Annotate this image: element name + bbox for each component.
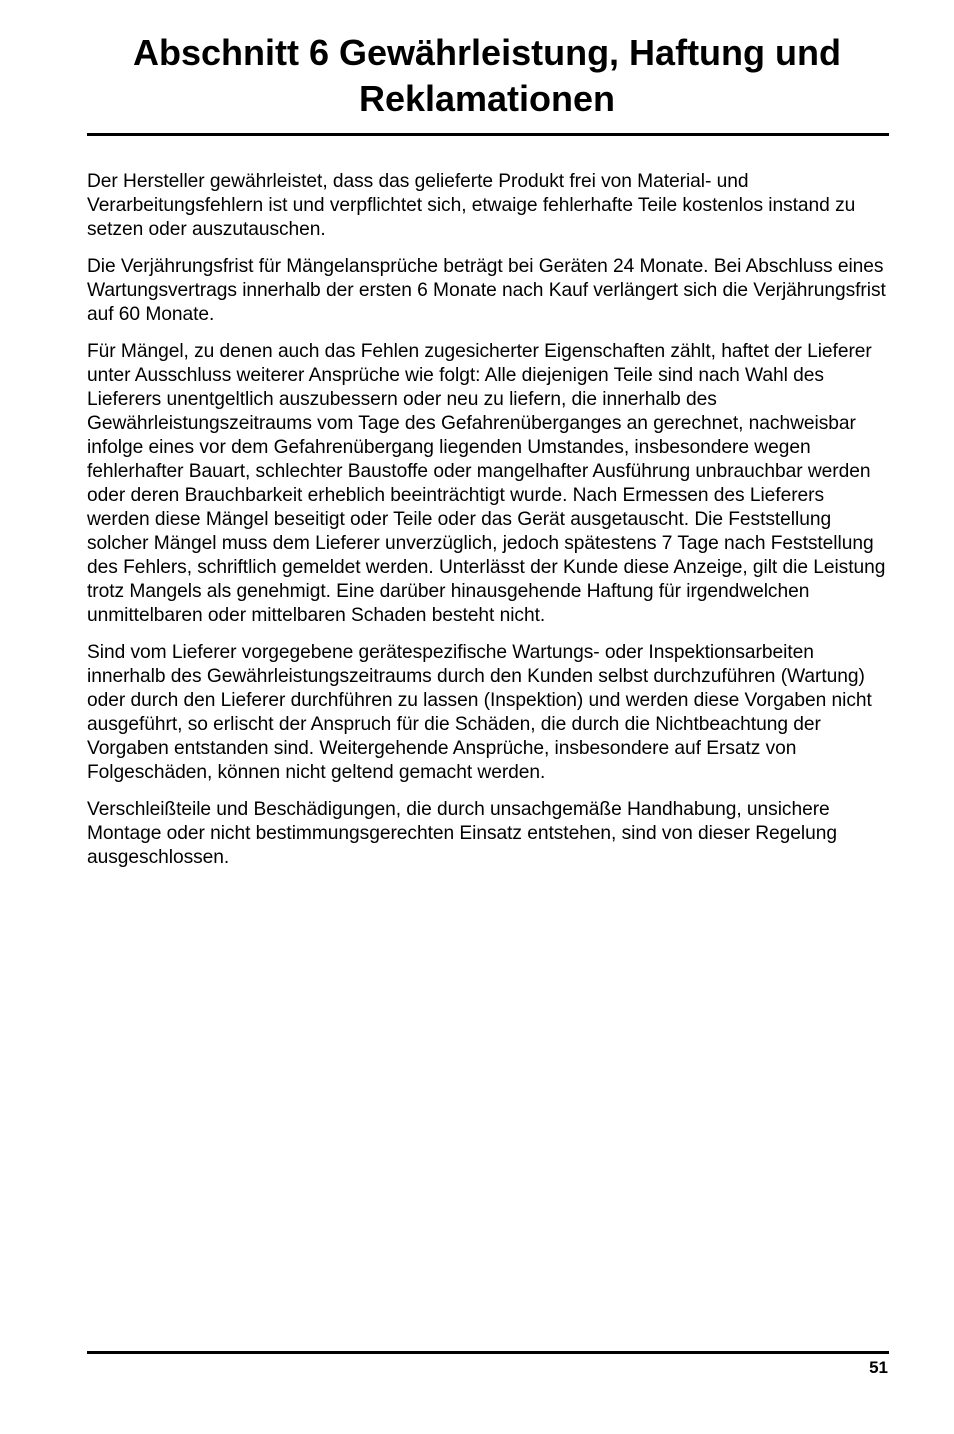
paragraph-defect-liability: Für Mängel, zu denen auch das Fehlen zugesicherter Eigenschaften zählt, haftet der Lieferer unter Ausschluss weiterer Ansprüche wie folgt: Alle diejenigen Teile sind nach Wahl des Lieferers unentgeltlich auszubessern oder neu zu liefern, die innerhalb des Gewährleistungszeitraums vom Tage des Gefahrenüberganges an gerechnet, nachweisbar infolge eines vor dem Gefahrenübergang liegenden Umstandes, insbesondere wegen fehlerhafter Bauart, schlechter Baustoffe oder mangelhafter Ausführung unbrauchbar werden oder deren Brauchbarkeit erheblich beeinträchtigt wurde. Nach Ermessen des Lieferers werden diese Mängel beseitigt oder Teile oder das Gerät ausgetauscht. Die Feststellung solcher Mängel muss dem Lieferer unverzüglich, jedoch spätestens 7 Tage nach Feststellung des Fehlers, schriftlich gemeldet werden. Unterlässt der Kunde diese Anzeige, gilt die Leistung trotz Mangels als genehmigt. Eine darüber hinausgehende Haftung für irgendwelchen unmittelbaren oder mittelbaren Schaden besteht nicht. (87, 341, 886, 626)
heading-divider (87, 133, 889, 136)
paragraph-exclusions: Verschleißteile und Beschädigungen, die durch unsachgemäße Handhabung, unsichere Montage oder nicht bestimmungsgerechten Einsatz entstehen, sind von dieser Regelung ausgeschlossen. (87, 799, 837, 868)
section-heading (87, 30, 887, 122)
paragraph-maintenance-obligations: Sind vom Lieferer vorgegebene gerätespezifische Wartungs- oder Inspektionsarbeiten innerhalb des Gewährleistungszeitraums durch den Kunden selbst durchzuführen (Wartung) oder durch den Lieferer durchführen zu lassen (Inspektion) und werden diese Vorgaben nicht ausgeführt, so erlischt der Anspruch für die Schäden, die durch die Nichtbeachtung der Vorgaben entstanden sind. Weitergehende Ansprüche, insbesondere auf Ersatz von Folgeschäden, können nicht geltend gemacht werden. (87, 642, 872, 783)
paragraph-warranty-scope: Der Hersteller gewährleistet, dass das gelieferte Produkt frei von Material- und Verarbeitungsfehlern ist und verpflichtet sich, etwaige fehlerhafte Teile kostenlos instand zu setzen oder auszutauschen. (87, 171, 856, 240)
paragraph-limitation-period: Die Verjährungsfrist für Mängelansprüche beträgt bei Geräten 24 Monate. Bei Abschluss eines Wartungsvertrags innerhalb der ersten 6 Monate nach Kauf verlängert sich die Verjährungsfrist auf 60 Monate. (87, 256, 886, 325)
section-heading-line-2: Reklamationen (358, 78, 616, 119)
body-text (87, 170, 891, 883)
page-number: 51 (869, 1358, 888, 1377)
footer-divider (87, 1351, 889, 1354)
section-heading-line-1: Abschnitt 6 Gewährleistung, Haftung und (132, 32, 841, 73)
